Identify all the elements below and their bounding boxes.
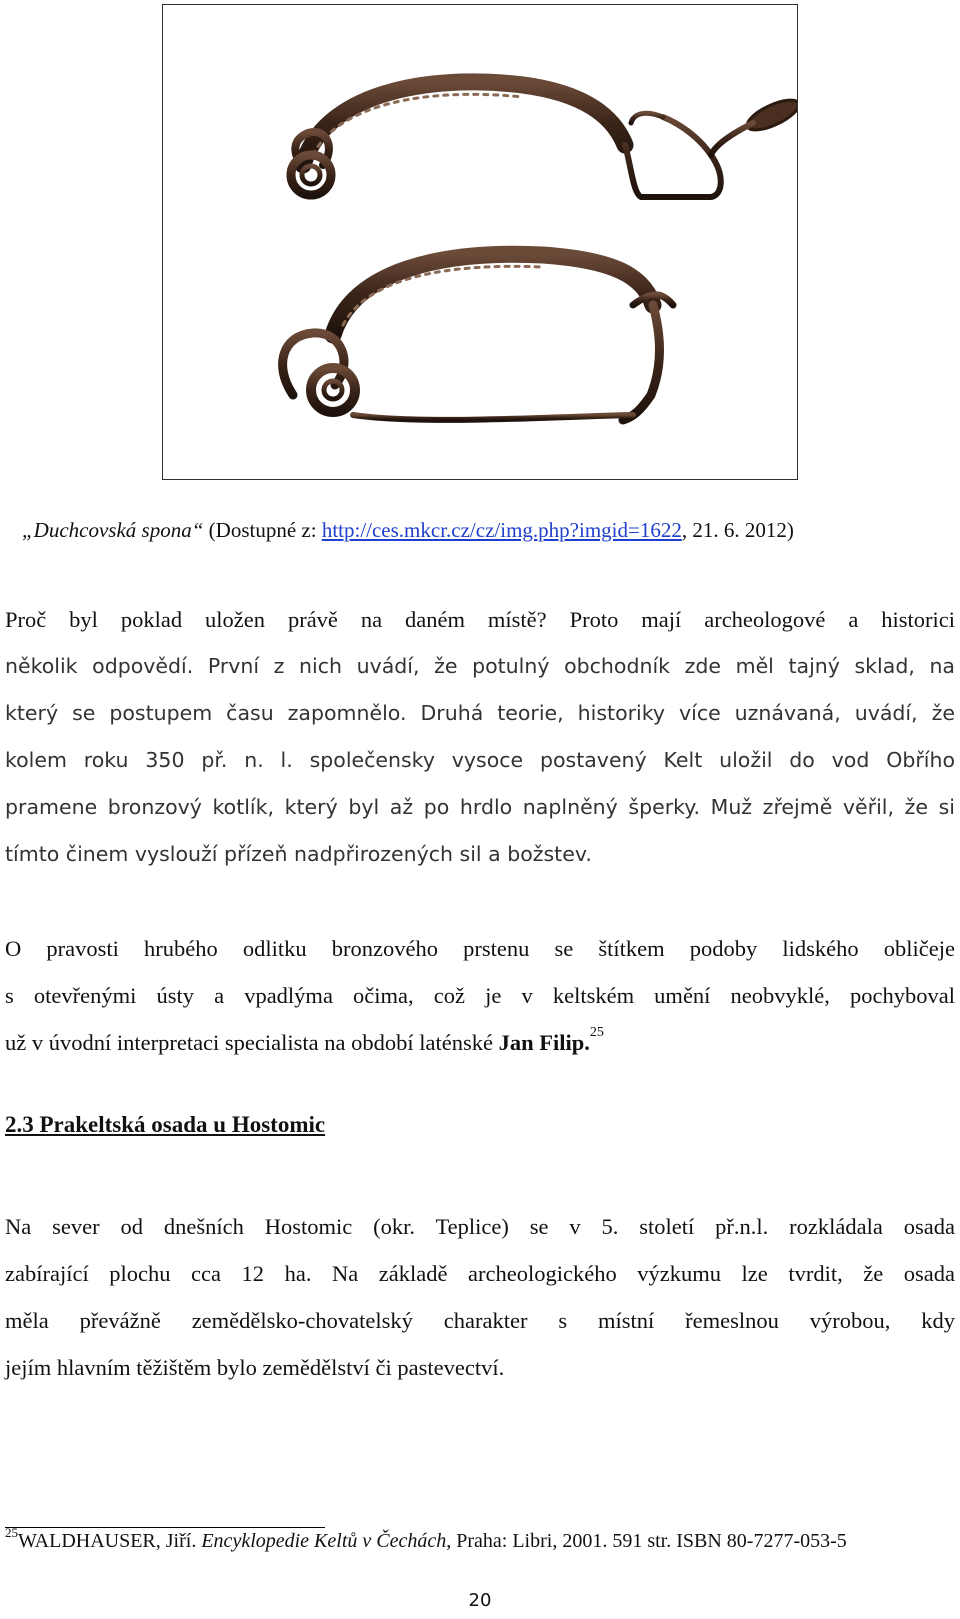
footnote	[5, 1525, 847, 1553]
caption-link[interactable]: http://ces.mkcr.cz/cz/img.php?imgid=1622	[321, 518, 682, 542]
paragraph-line: kolem roku 350 př. n. l. společensky vysoce postavený Kelt uložil do vod Obřího	[5, 748, 955, 772]
paragraph-3	[5, 1203, 955, 1391]
footnote-number: 25	[5, 1525, 18, 1540]
caption-prefix: (Dostupné z:	[203, 518, 322, 542]
section-heading: 2.3 Prakeltská osada u Hostomic	[5, 1112, 326, 1137]
person-name: Jan Filip	[498, 1030, 585, 1055]
paragraph-line: který se postupem času zapomnělo. Druhá teorie, historiky více uznávaná, uvádí, že	[5, 701, 955, 725]
fibula-top	[291, 82, 797, 197]
paragraph-line: pramene bronzový kotlík, který byl až po hrdlo naplněný šperky. Muž zřejmě věřil, že si	[5, 795, 955, 819]
footnote-reference[interactable]: 25	[589, 1025, 604, 1040]
paragraph-line: tímto činem vyslouží přízeň nadpřirozených sil a božstev.	[5, 842, 592, 866]
fibula-bottom	[283, 254, 673, 420]
paragraph-2	[5, 925, 955, 1066]
paragraph-line	[5, 1019, 955, 1066]
figure-frame	[162, 4, 798, 480]
paragraph-line: Proč byl poklad uložen právě na daném místě? Proto mají archeologové a historici	[5, 607, 955, 632]
footnote-title: Encyklopedie Keltů v Čechách	[201, 1530, 447, 1552]
figure-caption	[22, 518, 794, 543]
paragraph-line: O pravosti hrubého odlitku bronzového prstenu se štítkem podoby lidského obličeje	[5, 936, 955, 961]
footnote-author: WALDHAUSER, Jiří.	[18, 1530, 202, 1552]
page-number: 20	[468, 1590, 492, 1611]
paragraph-line: měla převážně zemědělsko-chovatelský charakter s místní řemeslnou výrobou, kdy	[5, 1308, 955, 1333]
footnote-separator	[5, 1527, 325, 1528]
footnote-rest: , Praha: Libri, 2001. 591 str. ISBN 80-7277-053-5	[446, 1530, 847, 1552]
caption-title: „Duchcovská spona“	[22, 518, 204, 542]
fibulae-image	[163, 5, 797, 479]
paragraph-1	[5, 596, 955, 878]
paragraph-line: s otevřenými ústy a vpadlýma očima, což je v keltském umění neobvyklé, pochyboval	[5, 983, 955, 1008]
caption-suffix: , 21. 6. 2012)	[681, 518, 794, 542]
paragraph-line: jejím hlavním těžištěm bylo zemědělství či pastevectví.	[5, 1355, 505, 1380]
paragraph-line: několik odpovědí. První z nich uvádí, že potulný obchodník zde měl tajný sklad, na	[5, 654, 955, 678]
paragraph-line-text: už v úvodní interpretaci specialista na období laténské	[5, 1030, 499, 1055]
sentence-end: .	[584, 1030, 590, 1055]
paragraph-line: Na sever od dnešních Hostomic (okr. Teplice) se v 5. století př.n.l. rozkládala osada	[5, 1214, 955, 1239]
paragraph-line: zabírající plochu cca 12 ha. Na základě archeologického výzkumu lze tvrdit, že osada	[5, 1261, 955, 1286]
